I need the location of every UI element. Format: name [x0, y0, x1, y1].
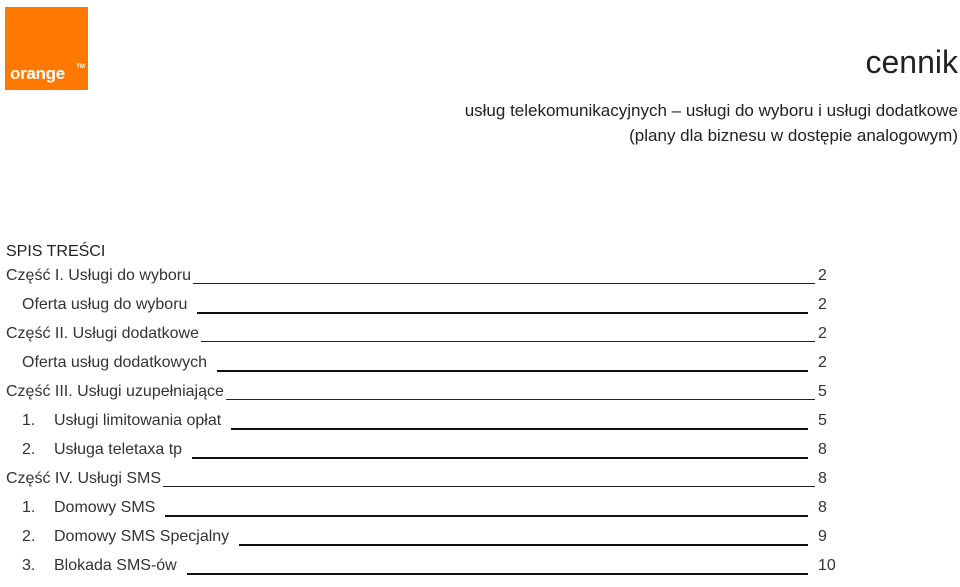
toc-entry-label: Oferta usług dodatkowych — [22, 354, 207, 371]
toc-entry-page: 2 — [818, 296, 827, 313]
toc-entry — [0, 441, 960, 470]
toc-entry-label: Domowy SMS — [54, 499, 156, 516]
toc-entry-number: 3. — [22, 557, 36, 574]
toc-entry — [0, 470, 960, 499]
toc-entry-page: 8 — [818, 441, 827, 458]
toc-leader-line — [217, 370, 808, 372]
orange-logo — [5, 7, 88, 90]
toc-leader-line — [187, 573, 808, 575]
toc-entry-label: Część I. Usługi do wyboru — [6, 267, 191, 284]
toc-entry-page: 2 — [818, 267, 827, 284]
toc-entry — [0, 267, 960, 296]
toc-leader-line — [193, 283, 815, 284]
toc-entry-number: 2. — [22, 528, 36, 545]
toc-entry-label: Usługi limitowania opłat — [54, 412, 222, 429]
toc-entry-label: Usługa teletaxa tp — [54, 441, 183, 458]
toc-entry-label: Część IV. Usługi SMS — [6, 470, 162, 487]
toc-entry — [0, 499, 960, 528]
toc-entry — [0, 383, 960, 412]
logo-trademark: TM — [76, 64, 85, 70]
toc-entry-label: Domowy SMS Specjalny — [54, 528, 230, 545]
toc-leader-line — [163, 486, 815, 487]
toc-leader-line — [197, 312, 808, 314]
toc-entry — [0, 412, 960, 441]
toc-entry-label: Część III. Usługi uzupełniające — [6, 383, 224, 400]
toc-entry-number: 1. — [22, 499, 36, 516]
subtitle-line-2: (plany dla biznesu w dostępie analogowym) — [629, 126, 958, 145]
page-title: cennik — [865, 44, 958, 80]
toc-leader-line — [239, 544, 808, 546]
toc-entry-number: 2. — [22, 441, 36, 458]
toc-entry-number: 1. — [22, 412, 36, 429]
toc-entry — [0, 557, 960, 586]
toc-entry-label: Blokada SMS-ów — [54, 557, 177, 574]
page-subtitle — [465, 98, 958, 148]
toc-entry — [0, 325, 960, 354]
toc-entry-page: 8 — [818, 499, 827, 516]
toc-entry-page: 10 — [818, 557, 836, 574]
toc-leader-line — [201, 341, 815, 342]
toc-leader-line — [226, 399, 815, 400]
toc-leader-line — [231, 428, 808, 430]
toc-entry-label: Część II. Usługi dodatkowe — [6, 325, 199, 342]
toc-leader-line — [165, 515, 808, 517]
toc-entry-page: 2 — [818, 354, 827, 371]
toc-entry — [0, 296, 960, 325]
toc-entry-page: 2 — [818, 325, 827, 342]
toc-entry-label: Oferta usług do wyboru — [22, 296, 188, 313]
toc-leader-line — [192, 457, 808, 459]
subtitle-line-1: usług telekomunikacyjnych – usługi do wyboru i usługi dodatkowe — [464, 101, 958, 120]
toc-heading: SPIS TREŚCI — [6, 243, 106, 260]
toc-entry-page: 5 — [818, 412, 827, 429]
toc-entry-page: 9 — [818, 528, 827, 545]
toc-entry — [0, 354, 960, 383]
toc-entry-page: 5 — [818, 383, 827, 400]
toc-entry — [0, 528, 960, 557]
toc-entry-page: 8 — [818, 470, 827, 487]
logo-text: orange — [10, 64, 65, 83]
